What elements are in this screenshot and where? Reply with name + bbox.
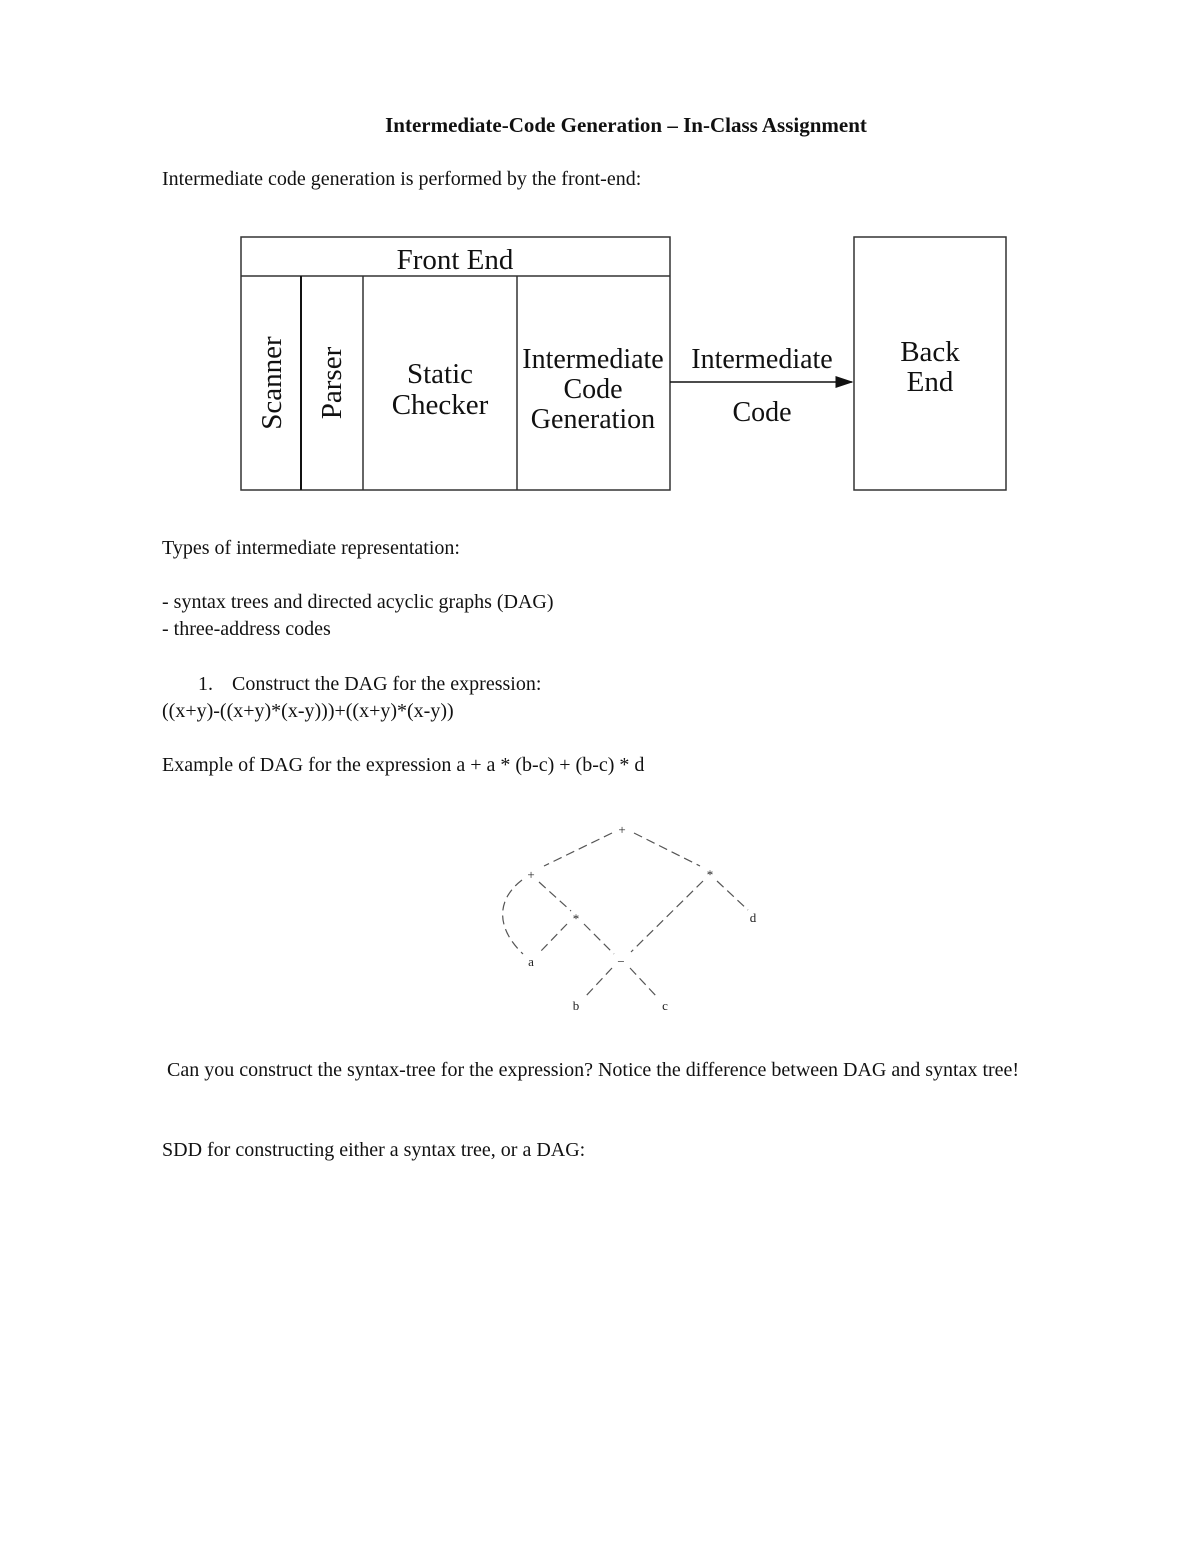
- icg-label-line1: Intermediate: [522, 344, 664, 375]
- dag-edge-star-minus: [584, 924, 614, 954]
- back-end-label-line1: Back: [900, 336, 960, 368]
- dag-node-d: d: [749, 910, 757, 925]
- dag-edge-right-d: [717, 881, 748, 910]
- dag-edge-root-left: [544, 833, 612, 866]
- dag-node-a: a: [528, 954, 534, 969]
- arrow-label-line2: Code: [732, 397, 792, 428]
- dag-edge-left-star: [539, 882, 571, 911]
- front-end-title: Front End: [396, 244, 514, 276]
- dag-edges: [503, 833, 748, 997]
- dag-edge-right-minus: [631, 881, 703, 952]
- dag-edge-root-right: [634, 833, 700, 866]
- task-text: Construct the DAG for the expression:: [232, 673, 542, 695]
- scanner-label: Scanner: [256, 336, 288, 430]
- dag-node-mid-star: *: [572, 911, 580, 926]
- task-item: [198, 673, 541, 696]
- types-heading: Types of intermediate representation:: [162, 537, 460, 559]
- arrow-label-line1: Intermediate: [691, 344, 833, 375]
- front-end-box: [241, 237, 670, 490]
- example-text: Example of DAG for the expression a + a * (b-c) + (b-c) * d: [162, 754, 645, 776]
- dag-edge-minus-b: [585, 968, 612, 997]
- icg-label-line3: Generation: [530, 404, 656, 435]
- page-title: Intermediate-Code Generation – In-Class Assignment: [385, 113, 867, 137]
- question-text: Can you construct the syntax-tree for the expression? Notice the difference between DAG and syntax tree!: [167, 1059, 1020, 1081]
- back-end-box: [854, 237, 1006, 490]
- dag-edge-star-a: [540, 924, 567, 952]
- dag-node-minus: −: [617, 954, 625, 969]
- types-item-dag: - syntax trees and directed acyclic graphs (DAG): [162, 591, 554, 613]
- icg-label-line2: Code: [563, 374, 623, 405]
- parser-label: Parser: [316, 346, 348, 420]
- static-checker-label-line2: Checker: [391, 389, 489, 421]
- dag-node-root-plus: +: [618, 822, 626, 837]
- task-expression: ((x+y)-((x+y)*(x-y)))+((x+y)*(x-y)): [162, 700, 454, 722]
- types-item-three-address: - three-address codes: [162, 618, 331, 640]
- dag-node-c: c: [662, 998, 668, 1013]
- sdd-text: SDD for constructing either a syntax tree, or a DAG:: [162, 1139, 586, 1161]
- dag-node-b: b: [572, 998, 580, 1013]
- intro-text: Intermediate code generation is performed by the front-end:: [162, 168, 642, 190]
- dag-node-left-plus: +: [527, 867, 535, 882]
- static-checker-label-line1: Static: [406, 358, 474, 390]
- back-end-label-line2: End: [906, 366, 954, 398]
- dag-edge-minus-c: [630, 968, 657, 997]
- task-number: 1.: [198, 673, 213, 695]
- dag-edge-left-a-curve: [503, 880, 523, 954]
- dag-node-right-star: *: [706, 867, 714, 882]
